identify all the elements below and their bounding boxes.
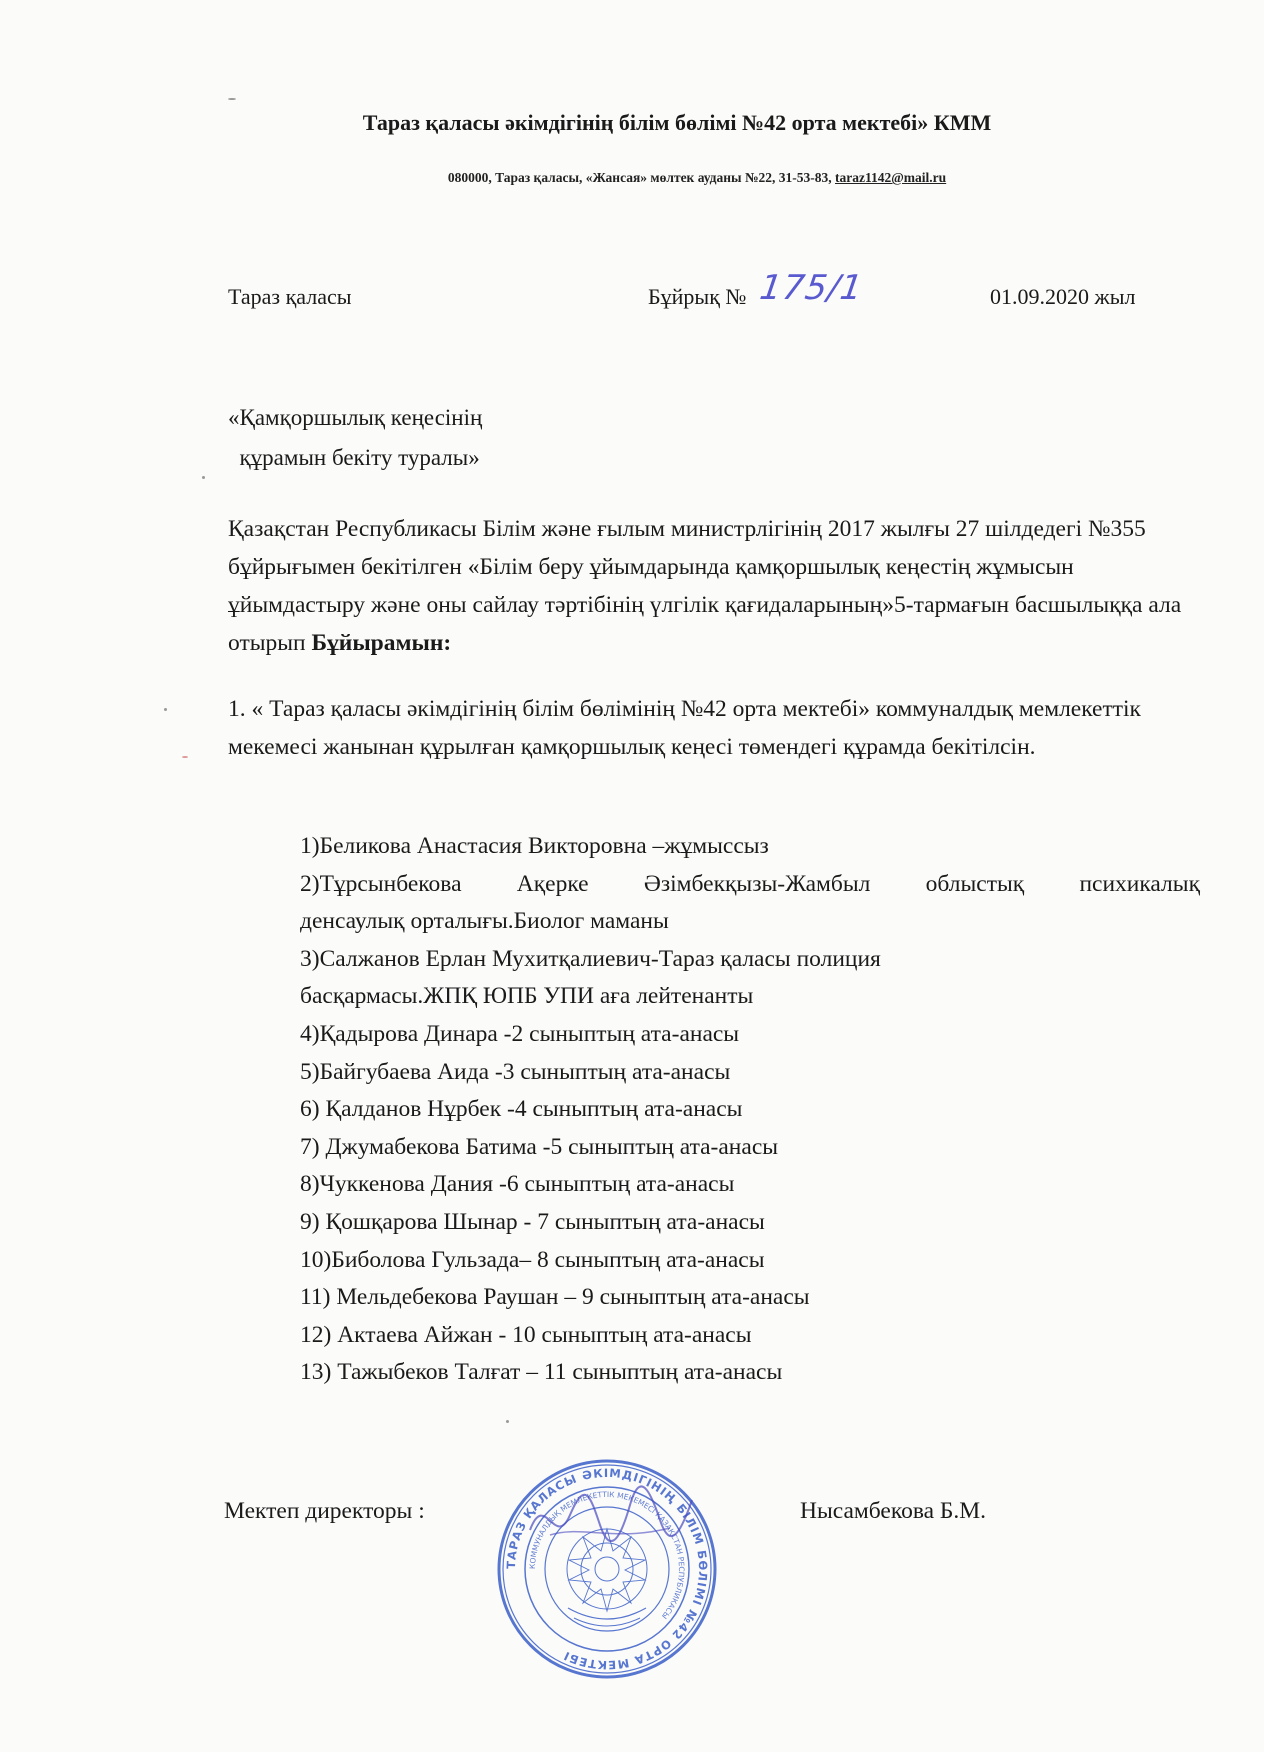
council-members-list (300, 828, 1200, 1392)
organization-name: Тараз қаласы әкімдігінің білім бөлімі №42 орта мектебі» КММ (362, 110, 992, 135)
svg-text:ТАРАЗ ҚАЛАСЫ ӘКІМДІГІНІҢ БІЛІМ: ТАРАЗ ҚАЛАСЫ ӘКІМДІГІНІҢ БІЛІМ БӨЛІМІ №42 ОРТА МЕКТЕБІ (503, 1465, 711, 1673)
list-item: 12) Актаева Айжан - 10 сыныптың ата-анасы (300, 1321, 752, 1348)
director-label: Мектеп директоры : (224, 1498, 425, 1524)
order-number-handwritten: 175/1 (757, 268, 866, 308)
address-text: 080000, Тараз қаласы, «Жансая» мөлтек ауданы №22, 31-53-83, (447, 170, 836, 185)
email-link[interactable]: taraz1142@mail.ru (835, 170, 947, 185)
order-word: Бұйырамын: (311, 630, 452, 656)
order-number-label: Бұйрық № (648, 284, 747, 309)
list-item: 1)Беликова Анастасия Викторовна –жұмыссыз (300, 833, 769, 859)
list-item: 13) Тажыбеков Талғат – 11 сыныптың ата-анасы (300, 1359, 783, 1386)
signature-scribble-icon (520, 1480, 700, 1560)
scan-speck (164, 708, 167, 711)
list-item: 10)Биболова Гульзада– 8 сыныптың ата-анасы (300, 1246, 765, 1273)
order-subject: «Қамқоршылық кеңесінің құрамын бекіту туралы» (228, 405, 483, 470)
list-item: 3)Салжанов Ерлан Мухитқалиевич-Тараз қаласы полиция (300, 945, 881, 972)
list-item: 8)Чуккенова Дания -6 сыныптың ата-анасы (300, 1171, 735, 1198)
order-date: 01.09.2020 жыл (990, 284, 1136, 309)
list-item: 7) Джумабекова Батима -5 сыныптың ата-анасы (300, 1133, 779, 1160)
order-city: Тараз қаласы (228, 284, 352, 309)
director-name: Нысамбекова Б.М. (800, 1498, 987, 1524)
list-item: 9) Қошқарова Шынар - 7 сыныптың ата-анасы (300, 1208, 765, 1235)
list-item: 5)Байгубаева Аида -3 сыныптың ата-анасы (300, 1058, 731, 1085)
list-item: 6) Қалданов Нұрбек -4 сыныптың ата-анасы (300, 1096, 743, 1123)
list-item: басқармасы.ЖПҚ ЮПБ УПИ аға лейтенанты (300, 983, 754, 1010)
scan-speck (202, 476, 205, 479)
order-item-1: 1. « Тараз қаласы әкімдігінің білім бөлімінің №42 орта мектебі» коммуналдық мемлекеттік мекемесі жанынан құрылған қамқоршылық кеңесі төмендегі құрамда бекітілсін. (228, 696, 1141, 760)
svg-text:КОММУНАЛДЫҚ МЕМЛЕКЕТТІК МЕКЕМЕ: КОММУНАЛДЫҚ МЕМЛЕКЕТТІК МЕКЕМЕСІ ҚАЗАҚСТАН РЕСПУБЛИКАСЫ (527, 1489, 687, 1621)
list-item: 4)Қадырова Динара -2 сыныптың ата-анасы (300, 1020, 740, 1047)
order-preamble (228, 510, 1188, 662)
list-item: денсаулық орталығы.Биолог маманы (300, 908, 669, 935)
list-item: 11) Мельдебекова Раушан – 9 сыныптың ата-анасы (300, 1284, 810, 1311)
organization-address (0, 170, 1264, 186)
scan-speck (182, 756, 188, 758)
list-item: 2)Тұрсынбекова Ақерке Әзімбекқызы-Жамбыл облыстық психикалық (300, 870, 1200, 897)
scan-speck (228, 98, 236, 100)
scan-speck (506, 1420, 509, 1423)
preamble-text: Қазақстан Республикасы Білім және ғылым министрлігінің 2017 жылғы 27 шілдедегі №355 бұйрығымен бекітілген «Білім беру ұйымдарында қамқоршылық кеңестің жұмысын ұйымдастыру және оны сайлау тәртібінің үлгілік қағидаларының»5-тармағын басшылыққа ала отырып (228, 516, 1182, 656)
